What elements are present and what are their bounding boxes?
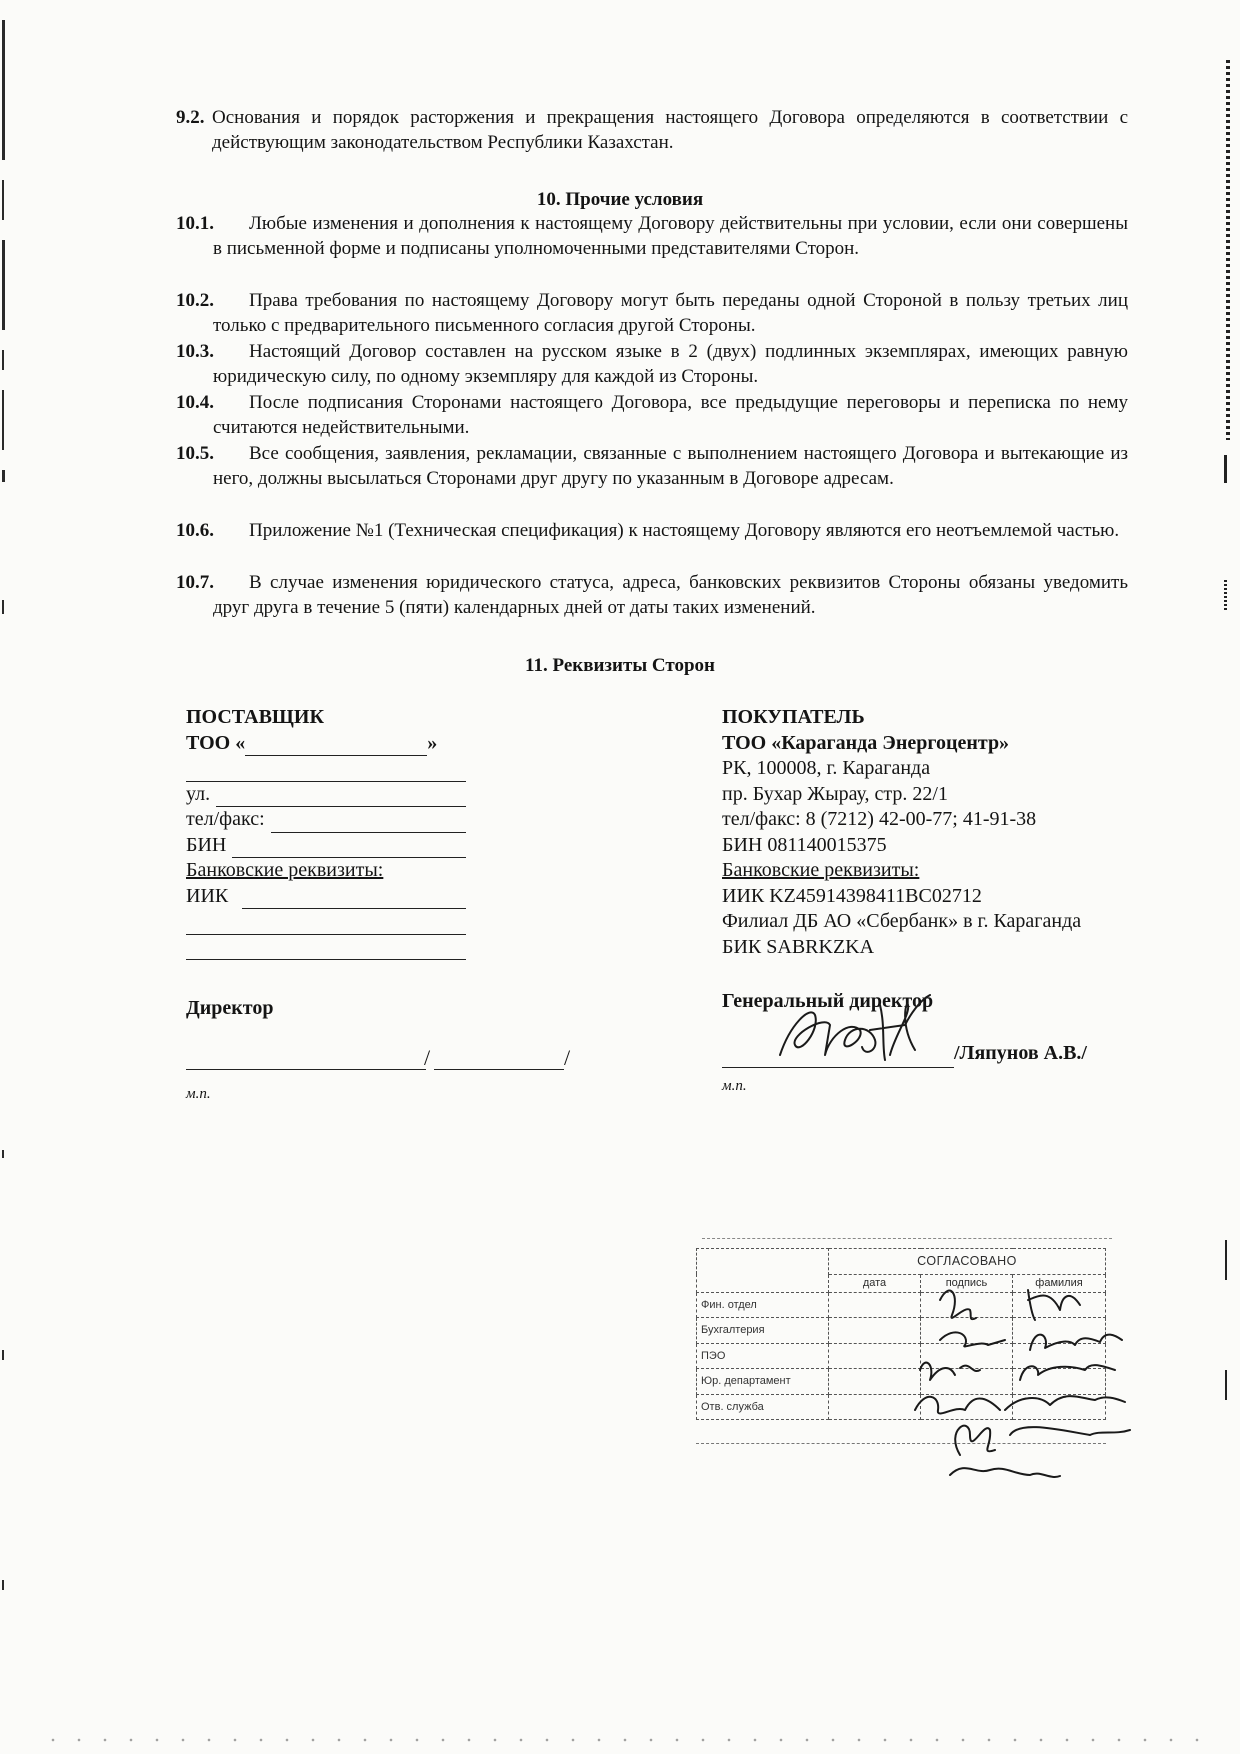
clause-number: 10.2. xyxy=(176,290,214,311)
supplier-address-blank xyxy=(186,756,466,782)
stamp-top-border xyxy=(702,1238,1112,1239)
supplier-bin-blank xyxy=(232,840,466,858)
supplier-bin-label: БИН xyxy=(186,833,227,856)
supplier-director-label: Директор xyxy=(186,997,274,1019)
supplier-signature-line xyxy=(186,1068,426,1070)
approval-signatures xyxy=(910,1270,1140,1500)
supplier-iik-blank xyxy=(242,891,466,909)
buyer-org: ТОО «Караганда Энергоцентр» xyxy=(722,731,1010,754)
supplier-sign-slash-1: / xyxy=(424,1045,431,1070)
supplier-stamp-place: м.п. xyxy=(186,1086,211,1102)
stamp-row-label: Фин. отдел xyxy=(697,1292,829,1318)
buyer-city: РК, 100008, г. Караганда xyxy=(722,757,931,779)
clause-9-2 xyxy=(176,106,1128,155)
supplier-street-label: ул. xyxy=(186,782,211,805)
clause-number: 10.5. xyxy=(176,443,214,464)
supplier-org xyxy=(186,731,466,757)
buyer-signatory: /Ляпунов А.В./ xyxy=(954,1042,1087,1064)
supplier-street-row xyxy=(186,782,466,808)
clause-10-7 xyxy=(176,570,1128,620)
buyer-iik: ИИК KZ45914398411BC02712 xyxy=(722,884,982,907)
clause-number: 10.7. xyxy=(176,572,214,593)
clause-text: После подписания Сторонами настоящего Договора, все предыдущие переговоры и переписка по нему считаются недействительными. xyxy=(213,392,1128,438)
buyer-stamp-place: м.п. xyxy=(722,1078,747,1094)
section-11-title: 11. Реквизиты Сторон xyxy=(525,655,715,676)
scan-edge-bottom xyxy=(40,1738,1200,1742)
supplier-phone-row xyxy=(186,807,466,833)
clause-10-6 xyxy=(176,518,1128,543)
clause-text: Приложение №1 (Техническая спецификация) к настоящему Договору являются его неотъемлемой частью. xyxy=(249,520,1120,541)
supplier-name-line xyxy=(434,1068,564,1070)
buyer-street: пр. Бухар Жырау, стр. 22/1 xyxy=(722,782,948,805)
stamp-empty-corner xyxy=(697,1249,829,1275)
supplier-bin-row xyxy=(186,833,466,859)
buyer-bank: Филиал ДБ АО «Сбербанк» в г. Караганда xyxy=(722,910,1082,932)
buyer-bank-label: Банковские реквизиты: xyxy=(722,859,920,881)
stamp-empty-corner-2 xyxy=(697,1274,829,1292)
clause-10-5 xyxy=(176,441,1128,491)
supplier-iik-label: ИИК xyxy=(186,884,229,907)
supplier-phone-label: тел/факс: xyxy=(186,808,265,830)
supplier-org-prefix: ТОО « xyxy=(186,731,246,754)
stamp-row-label: ПЭО xyxy=(697,1343,829,1369)
supplier-org-suffix: » xyxy=(427,731,438,754)
stamp-row-label: Отв. служба xyxy=(697,1394,829,1420)
supplier-bank-label: Банковские реквизиты: xyxy=(186,859,384,881)
buyer-bik: БИК SABRKZKA xyxy=(722,935,875,958)
buyer-bin: БИН 081140015375 xyxy=(722,833,887,856)
stamp-title: СОГЛАСОВАНО xyxy=(829,1249,1106,1275)
clause-text: Любые изменения и дополнения к настоящему Договору действительны при условии, если они совершены в письменной форме и подписаны уполномоченными представителями Сторон. xyxy=(213,213,1128,259)
buyer-heading: ПОКУПАТЕЛЬ xyxy=(722,706,865,728)
stamp-row-label: Юр. департамент xyxy=(697,1369,829,1395)
clause-10-3 xyxy=(176,339,1128,389)
supplier-name-blank xyxy=(245,736,427,756)
supplier-bank-blank-2 xyxy=(186,935,466,961)
section-10-title: 10. Прочие условия xyxy=(536,189,704,210)
stamp-col-signature: подпись xyxy=(921,1274,1013,1292)
stamp-col-date: дата xyxy=(829,1274,921,1292)
clause-number: 10.6. xyxy=(176,520,214,541)
clause-10-1 xyxy=(176,211,1128,261)
buyer-block xyxy=(722,705,1142,960)
supplier-phone-blank xyxy=(271,815,466,833)
clause-text: В случае изменения юридического статуса, адреса, банковских реквизитов Стороны обязаны уведомить друг друга в течение 5 (пяти) календарных дней от даты таких изменений. xyxy=(213,572,1128,618)
clause-text: Права требования по настоящему Договору могут быть переданы одной Стороной в пользу третьих лиц только с предварительного письменного согласия другой Стороны. xyxy=(213,290,1128,336)
buyer-director-label: Генеральный директор xyxy=(722,990,934,1012)
scan-edge-right xyxy=(1200,0,1240,1754)
stamp-col-surname: фамилия xyxy=(1013,1274,1106,1292)
scan-edge-left xyxy=(0,0,22,1754)
supplier-street-blank xyxy=(216,789,466,807)
director-signature xyxy=(770,985,950,1075)
supplier-bank-blank-1 xyxy=(186,909,466,935)
buyer-phone: тел/факс: 8 (7212) 42-00-77; 41-91-38 xyxy=(722,808,1037,830)
supplier-iik-row xyxy=(186,884,466,910)
supplier-sign-slash-2: / xyxy=(564,1045,571,1070)
supplier-block xyxy=(186,705,466,960)
clause-10-4 xyxy=(176,390,1128,440)
clause-10-2 xyxy=(176,288,1128,338)
clause-number: 10.3. xyxy=(176,341,214,362)
clause-text: Настоящий Договор составлен на русском языке в 2 (двух) подлинных экземплярах, имеющих равную юридическую силу, по одному экземпляру для каждой из Стороны. xyxy=(213,341,1128,387)
stamp-row-label: Бухгалтерия xyxy=(697,1318,829,1344)
clause-number: 10.1. xyxy=(176,213,214,234)
supplier-heading: ПОСТАВЩИК xyxy=(186,706,324,728)
clause-number: 10.4. xyxy=(176,392,214,413)
clause-text: Все сообщения, заявления, рекламации, связанные с выполнением настоящего Договора и вытекающие из него, должны высылаться Сторонами друг другу по указанным в Договоре адресам. xyxy=(213,443,1128,489)
clause-text: Основания и порядок расторжения и прекращения настоящего Договора определяются в соответствии с действующим законодательством Республики Казахстан. xyxy=(212,107,1128,153)
clause-number: 9.2. xyxy=(176,107,205,128)
